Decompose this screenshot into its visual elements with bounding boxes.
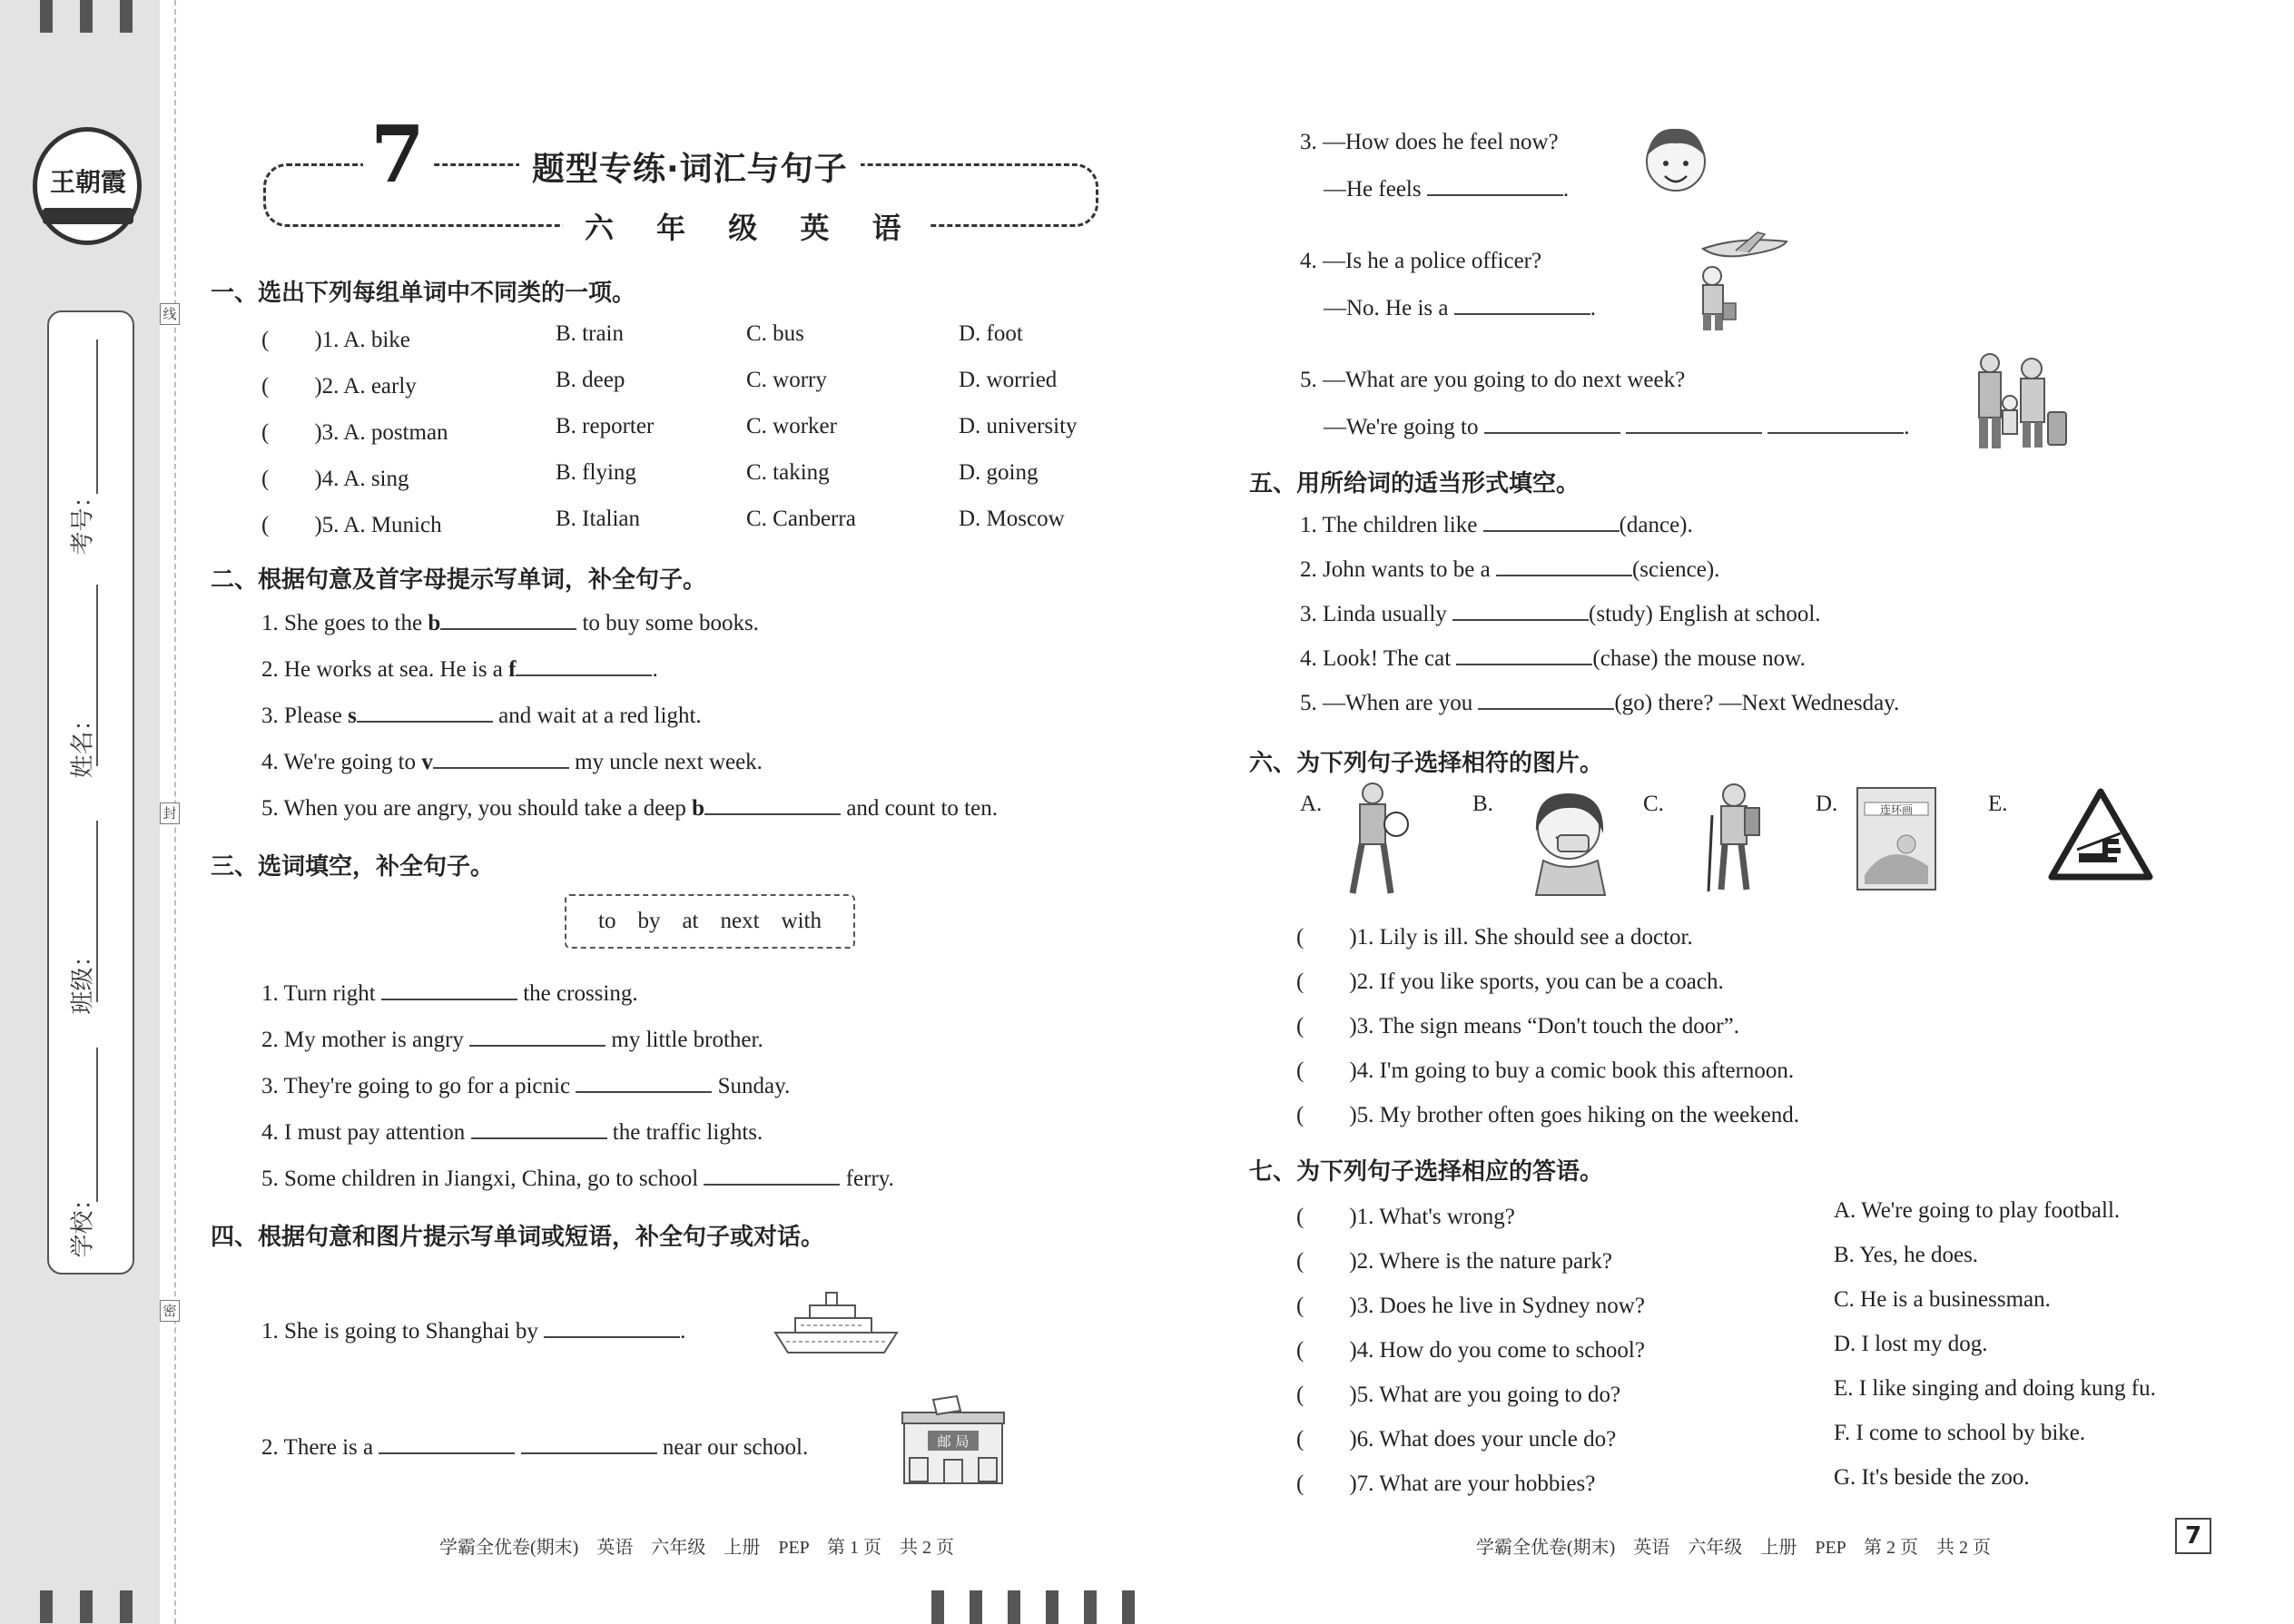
s3-item-1: 1. Turn right the crossing. <box>261 979 638 1007</box>
s1-q3-c: C. worker <box>746 414 837 438</box>
s2-item-4: 4. We're going to v my uncle next week. <box>261 747 763 775</box>
s6-label-a: A. <box>1300 792 1323 816</box>
s4-item-5-answer: —We're going to . <box>1324 412 1910 440</box>
word-bank <box>565 894 855 949</box>
s7-question-2: ( )2. Where is the nature park? <box>1296 1249 1613 1274</box>
s7-answer-c: C. He is a businessman. <box>1834 1287 2051 1312</box>
s5-item-1: 1. The children like (dance). <box>1300 510 1693 538</box>
binding-mark <box>80 1590 93 1623</box>
s2-item-2: 2. He works at sea. He is a f . <box>261 655 658 683</box>
s1-q1-b: B. train <box>556 321 624 346</box>
cut-label-secret: 密 <box>160 1300 180 1322</box>
section4-title: 四、根据句意和图片提示写单词或短语，补全句子或对话。 <box>211 1224 825 1251</box>
s5-item-4: 4. Look! The cat (chase) the mouse now. <box>1300 644 1806 672</box>
cut-label-line: 线 <box>160 303 180 325</box>
s6-label-b: B. <box>1472 792 1493 816</box>
section6-title: 六、为下列句子选择相符的图片。 <box>1249 750 1604 777</box>
footer-right: 学霸全优卷(期末) 英语 六年级 上册 PEP 第 2 页 共 2 页 <box>1476 1538 1992 1558</box>
post-office-picture <box>901 1394 1006 1485</box>
family-travel-picture <box>1966 347 2072 452</box>
word-bank-item: by <box>637 909 661 933</box>
s2-item-3: 3. Please s and wait at a red light. <box>261 701 702 729</box>
exam-no-line <box>96 340 98 494</box>
binding-mark <box>120 1590 133 1623</box>
s3-item-5: 5. Some children in Jiangxi, China, go to school ferry. <box>261 1164 894 1192</box>
sick-girl-picture <box>1521 782 1621 897</box>
footer-left: 学霸全优卷(期末) 英语 六年级 上册 PEP 第 1 页 共 2 页 <box>439 1538 955 1558</box>
s6-label-e: E. <box>1988 792 2008 816</box>
s4-item-4-answer: —No. He is a . <box>1324 293 1596 321</box>
cut-label-seal: 封 <box>160 802 180 824</box>
coach-picture <box>1340 779 1422 899</box>
s5-item-5: 5. —When are you (go) there? —Next Wednesday. <box>1300 688 1899 716</box>
binding-mark <box>1084 1590 1097 1624</box>
s7-answer-a: A. We're going to play football. <box>1834 1198 2121 1223</box>
s3-item-2: 2. My mother is angry my little brother. <box>261 1025 763 1053</box>
s7-question-7: ( )7. What are your hobbies? <box>1296 1471 1596 1496</box>
s4-item-4-question: 4. —Is he a police officer? <box>1300 249 1542 273</box>
student-info-box <box>47 310 134 1275</box>
comic-book-title: 连环画 <box>1879 803 1914 816</box>
s1-q5-c: C. Canberra <box>746 507 856 531</box>
s7-question-5: ( )5. What are you going to do? <box>1296 1383 1621 1407</box>
s3-item-4: 4. I must pay attention the traffic lights. <box>261 1117 763 1146</box>
s1-q5-d: D. Moscow <box>959 507 1065 531</box>
happy-boy-picture <box>1639 120 1712 202</box>
comic-book-picture <box>1852 784 1943 893</box>
s2-item-5: 5. When you are angry, you should take a deep b and count to ten. <box>261 793 998 822</box>
word-bank-item: next <box>720 909 760 933</box>
word-bank-item: with <box>781 909 822 933</box>
no-touch-sign-picture <box>2046 786 2155 882</box>
s7-question-3: ( )3. Does he live in Sydney now? <box>1296 1294 1645 1318</box>
s7-answer-f: F. I come to school by bike. <box>1834 1421 2086 1445</box>
page-title: 题型专练·词汇与句子 <box>519 143 861 190</box>
s7-answer-g: G. It's beside the zoo. <box>1834 1465 2030 1490</box>
s1-q5: ( )5. A. Munich <box>261 513 442 537</box>
school-label: 学校： <box>69 1186 97 1258</box>
binding-mark <box>931 1590 944 1624</box>
binding-mark <box>80 0 93 33</box>
s7-question-1: ( )1. What's wrong? <box>1296 1205 1515 1229</box>
class-label: 班级： <box>69 943 97 1015</box>
s1-q2-c: C. worry <box>746 368 827 392</box>
s1-q1-d: D. foot <box>959 321 1023 346</box>
exam-no-label: 考号： <box>69 484 97 556</box>
s2-item-1: 1. She goes to the b to buy some books. <box>261 608 759 636</box>
binding-mark <box>1122 1590 1135 1624</box>
post-office-sign: 邮 局 <box>937 1433 970 1450</box>
word-bank-item: to <box>598 909 616 933</box>
subject-label: 六 年 级 英 语 <box>563 205 929 247</box>
school-line <box>96 1048 98 1202</box>
s4-item-1: 1. She is going to Shanghai by . <box>261 1316 685 1344</box>
section2-title: 二、根据句意及首字母提示写单词，补全句子。 <box>211 566 707 594</box>
s7-answer-b: B. Yes, he does. <box>1834 1243 1979 1267</box>
s7-question-4: ( )4. How do you come to school? <box>1296 1338 1645 1363</box>
s6-item-3: ( )3. The sign means “Don't touch the door”. <box>1296 1014 1739 1038</box>
s1-q3-b: B. reporter <box>556 414 655 438</box>
s1-q3-d: D. university <box>959 414 1078 438</box>
unit-number: 7 <box>363 116 432 194</box>
s1-q1-c: C. bus <box>746 321 804 346</box>
binding-mark <box>1046 1590 1058 1624</box>
hiking-boy-picture <box>1694 779 1776 899</box>
binding-mark <box>40 1590 53 1623</box>
s7-answer-e: E. I like singing and doing kung fu. <box>1834 1376 2156 1401</box>
s7-question-6: ( )6. What does your uncle do? <box>1296 1427 1617 1452</box>
binding-mark <box>40 0 53 33</box>
section1-title: 一、选出下列每组单词中不同类的一项。 <box>211 280 636 307</box>
section7-title: 七、为下列句子选择相应的答语。 <box>1249 1158 1604 1186</box>
s6-item-4: ( )4. I'm going to buy a comic book this afternoon. <box>1296 1058 1795 1083</box>
brand-logo <box>33 127 142 245</box>
section3-title: 三、选词填空，补全句子。 <box>211 853 495 881</box>
s6-label-d: D. <box>1816 792 1838 816</box>
binding-mark <box>970 1590 982 1624</box>
s1-q2-b: B. deep <box>556 368 625 392</box>
logo-ribbon <box>43 208 133 224</box>
pilot-picture <box>1685 227 1794 332</box>
logo-text: 王朝霞 <box>49 167 126 197</box>
ship-picture <box>768 1289 904 1362</box>
s5-item-3: 3. Linda usually (study) English at school. <box>1300 599 1821 627</box>
binding-mark <box>1008 1590 1020 1624</box>
s1-q4-d: D. going <box>959 460 1039 485</box>
s6-item-5: ( )5. My brother often goes hiking on the weekend. <box>1296 1103 1800 1127</box>
word-bank-item: at <box>682 909 699 933</box>
s1-q3: ( )3. A. postman <box>261 420 448 445</box>
s6-item-1: ( )1. Lily is ill. She should see a doctor. <box>1296 925 1693 950</box>
s1-q2-d: D. worried <box>959 368 1058 392</box>
s5-item-2: 2. John wants to be a (science). <box>1300 555 1719 583</box>
s6-item-2: ( )2. If you like sports, you can be a coach. <box>1296 969 1724 994</box>
s3-item-3: 3. They're going to go for a picnic Sunday. <box>261 1071 790 1099</box>
s1-q4-c: C. taking <box>746 460 830 485</box>
s1-q4: ( )4. A. sing <box>261 467 409 491</box>
s4-item-5-question: 5. —What are you going to do next week? <box>1300 368 1686 392</box>
page-number: 7 <box>2175 1518 2211 1554</box>
s4-item-3-question: 3. —How does he feel now? <box>1300 130 1559 154</box>
s1-q4-b: B. flying <box>556 460 636 485</box>
name-label: 姓名： <box>69 707 97 779</box>
section5-title: 五、用所给词的适当形式填空。 <box>1249 470 1580 497</box>
binding-mark <box>120 0 133 33</box>
s4-item-3-answer: —He feels . <box>1324 174 1569 202</box>
s6-label-c: C. <box>1643 792 1664 816</box>
s1-q1: ( )1. A. bike <box>261 328 410 352</box>
s1-q5-b: B. Italian <box>556 507 641 531</box>
s1-q2: ( )2. A. early <box>261 374 417 399</box>
s7-answer-d: D. I lost my dog. <box>1834 1332 1988 1356</box>
s4-item-2: 2. There is a near our school. <box>261 1432 808 1461</box>
